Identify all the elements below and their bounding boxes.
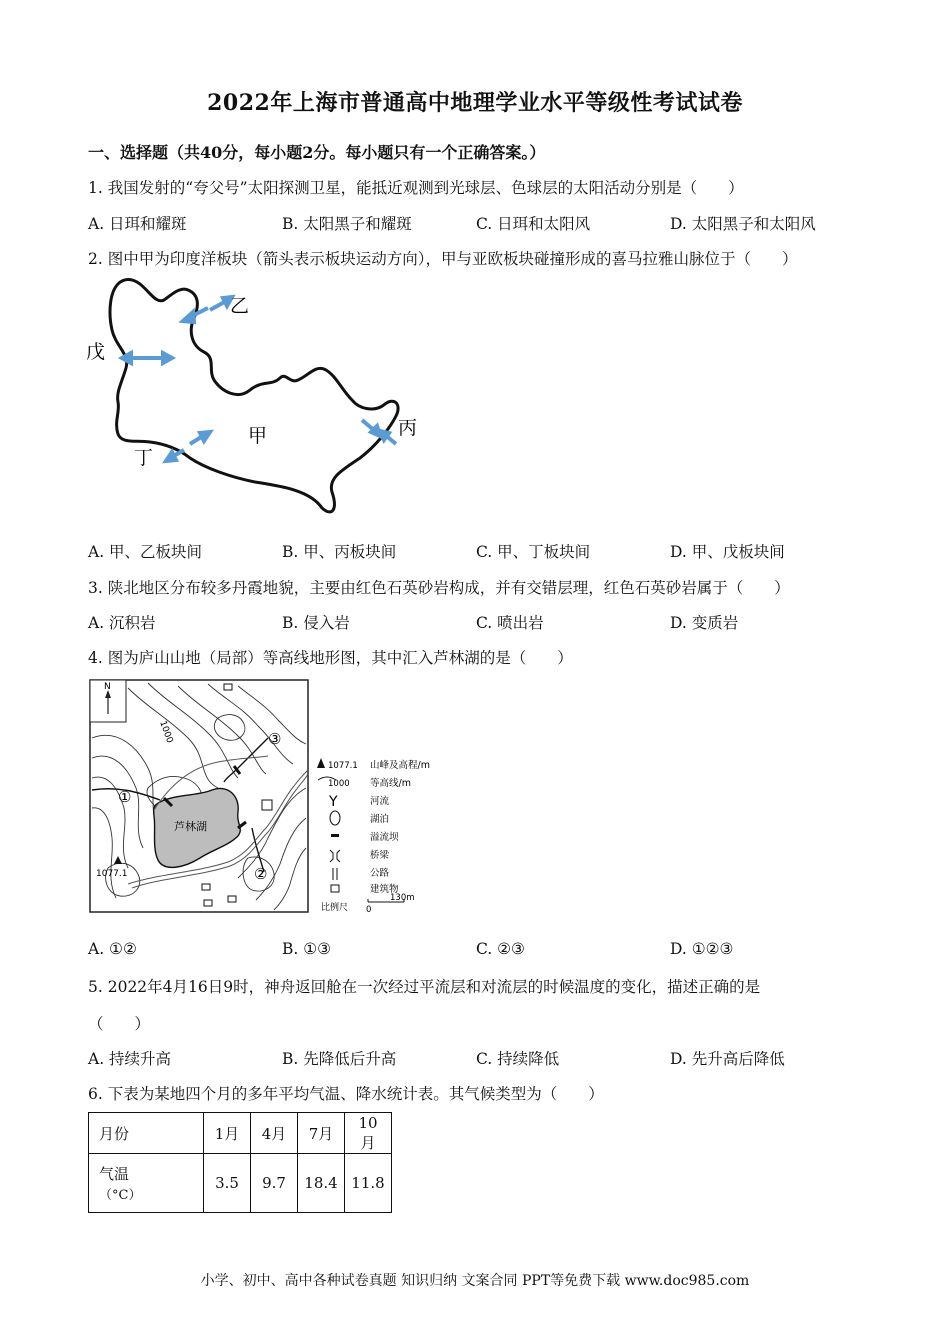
stream-label-3: ③: [268, 730, 282, 748]
table-header-cell: 月份: [89, 1113, 204, 1154]
q3-option-c: C. 喷出岩: [476, 614, 544, 632]
q4-option-a: A. ①②: [88, 940, 137, 958]
q1-option-b: B. 太阳黑子和耀斑: [282, 215, 412, 233]
question-3-stem: 3. 陕北地区分布较多丹霞地貌，主要由红色石英砂岩构成，并有交错层理，红色石英砂岩属于（ ）: [88, 579, 790, 597]
q2-option-d: D. 甲、戊板块间: [670, 543, 785, 561]
lake-label: 芦林湖: [174, 820, 207, 833]
q3-option-d: D. 变质岩: [670, 614, 739, 632]
question-5-stem: 5. 2022年4月16日9时，神舟返回舱在一次经过平流层和对流层的时候温度的变化，描述正确的是: [88, 978, 761, 996]
question-5-stem-cont: （ ）: [88, 1015, 151, 1033]
legend-river-symbol: Y: [329, 794, 338, 810]
table-header-cell: 7月: [298, 1113, 345, 1154]
q1-option-c: C. 日珥和太阳风: [476, 215, 591, 233]
stream-label-1: ①: [118, 788, 132, 806]
plate-label-yi: 乙: [230, 295, 250, 317]
plate-label-bing: 丙: [398, 417, 418, 439]
table-cell: 3.5: [204, 1154, 251, 1213]
question-2-stem: 2. 图中甲为印度洋板块（箭头表示板块运动方向），甲与亚欧板块碰撞形成的喜马拉雅山脉位于（ ）: [88, 250, 798, 268]
q4-option-c: C. ②③: [476, 940, 525, 958]
q4-option-b: B. ①③: [282, 940, 332, 958]
contour-map: [88, 678, 438, 916]
table-row-label: [89, 1154, 204, 1213]
q3-option-a: A. 沉积岩: [88, 614, 156, 632]
legend-building: 建筑物: [370, 884, 399, 895]
scale-zero: 0: [366, 905, 372, 915]
legend-peak: 山峰及高程/m: [370, 760, 430, 771]
q5-option-c: C. 持续降低: [476, 1050, 560, 1068]
indian-plate-outline: [110, 280, 398, 512]
climate-table: [88, 1112, 392, 1213]
legend-river: 河流: [370, 796, 390, 807]
table-cell: 18.4: [298, 1154, 345, 1213]
q2-option-c: C. 甲、丁板块间: [476, 543, 591, 561]
stream-label-2: ②: [254, 865, 268, 883]
q2-option-b: B. 甲、丙板块间: [282, 543, 397, 561]
legend-lake: 湖泊: [370, 814, 390, 825]
question-1-stem: 1. 我国发射的“夸父号”太阳探测卫星，能抵近观测到光球层、色球层的太阳活动分别是（ ）: [88, 179, 744, 197]
q2-option-a: A. 甲、乙板块间: [88, 543, 203, 561]
q5-option-b: B. 先降低后升高: [282, 1050, 397, 1068]
north-label: N: [104, 682, 111, 692]
legend-peak-symbol: 1077.1: [328, 761, 358, 771]
legend-road: 公路: [370, 868, 390, 879]
page-footer: 小学、初中、高中各种试卷真题 知识归纳 文案合同 PPT等免费下载 www.doc985.com: [200, 1273, 750, 1289]
map-legend: [317, 758, 430, 915]
page-title: 2022年上海市普通高中地理学业水平等级性考试试卷: [207, 90, 743, 116]
q3-option-b: B. 侵入岩: [282, 614, 350, 632]
table-cell: 9.7: [251, 1154, 298, 1213]
plate-map: [80, 272, 440, 522]
table-row: [89, 1113, 392, 1154]
q5-option-d: D. 先升高后降低: [670, 1050, 785, 1068]
row-label-line1: 气温: [99, 1165, 130, 1183]
table-header-cell: 1月: [204, 1113, 251, 1154]
legend-contour: 等高线/m: [370, 778, 411, 789]
scale-value: 130m: [390, 893, 415, 903]
legend-bridge: 桥梁: [370, 850, 390, 861]
q4-option-d: D. ①②③: [670, 940, 734, 958]
scale-label: 比例尺: [321, 903, 349, 913]
plate-label-jia: 甲: [248, 425, 268, 447]
row-label-line2: （°C）: [99, 1188, 142, 1203]
plate-label-ding: 丁: [134, 447, 154, 469]
legend-dam: 溢流坝: [370, 832, 399, 843]
question-4-stem: 4. 图为庐山山地（局部）等高线地形图，其中汇入芦林湖的是（ ）: [88, 649, 573, 667]
table-header-cell: 10月: [345, 1113, 392, 1154]
table-cell: 11.8: [345, 1154, 392, 1213]
contour-value-label: 1000: [157, 719, 175, 745]
q1-option-d: D. 太阳黑子和太阳风: [670, 215, 816, 233]
q5-option-a: A. 持续升高: [88, 1050, 172, 1068]
question-6-stem: 6. 下表为某地四个月的多年平均气温、降水统计表。其气候类型为（ ）: [88, 1085, 604, 1103]
peak-label: 1077.1: [96, 869, 128, 879]
legend-contour-symbol: 1000: [328, 779, 350, 789]
q1-option-a: A. 日珥和耀斑: [88, 215, 187, 233]
plate-label-wu: 戊: [86, 341, 106, 363]
table-header-cell: 4月: [251, 1113, 298, 1154]
table-row: [89, 1154, 392, 1213]
section-heading: 一、选择题（共40分，每小题2分。每小题只有一个正确答案。）: [88, 143, 546, 162]
